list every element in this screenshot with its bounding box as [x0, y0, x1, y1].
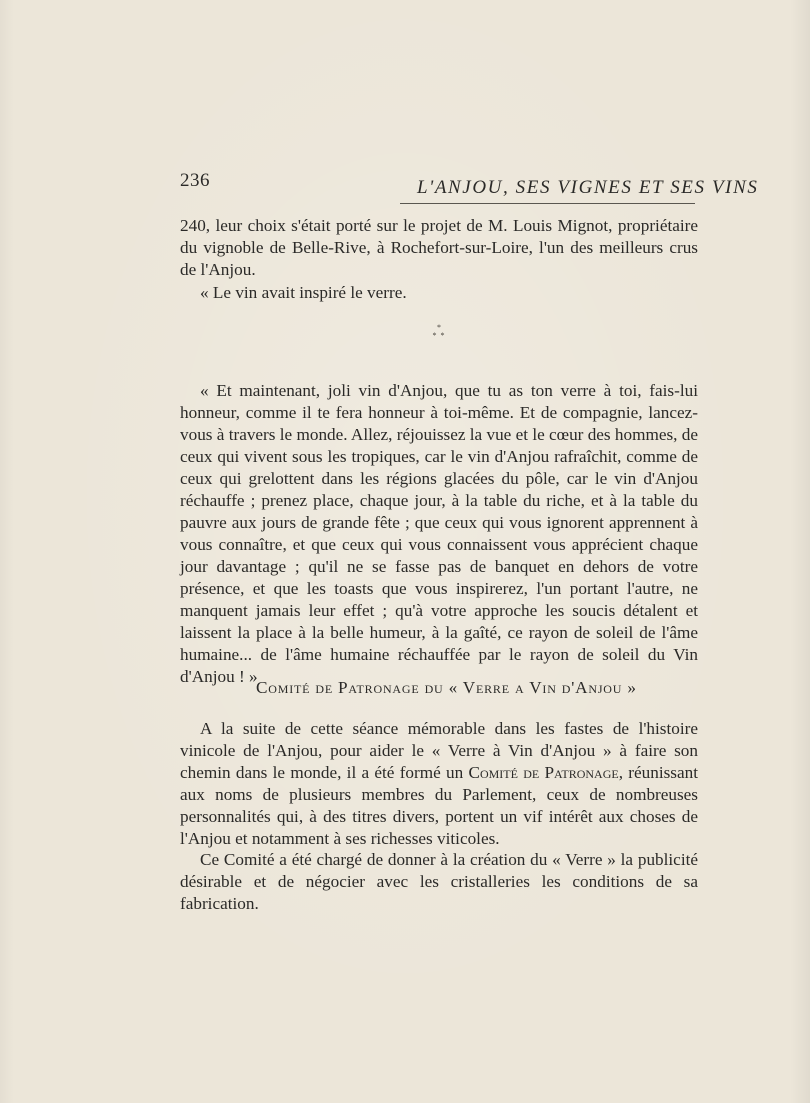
committee-name: Comité de Patronage [468, 763, 619, 782]
asterism-bottom: * * [432, 331, 446, 340]
intro-paragraph: 240, leur choix s'était porté sur le projet de M. Louis Mignot, propriétaire du vignoble de Belle-Rive, à Rochefort-sur-Loire, l'un des meilleurs crus de l'Anjou. [180, 216, 698, 279]
committee-paragraph [180, 718, 698, 850]
asterism-top: * [437, 323, 441, 332]
speech-paragraph: « Et maintenant, joli vin d'Anjou, que tu as ton verre à toi, fais-lui honneur, comme il te fera honneur à toi-même. Et de compagnie, lancez-vous à travers le monde. Allez, réjouissez la vue et le cœur des hommes, de ceux qui vivent sous les tropiques, car le vin d'Anjou rafraîchit, comme de ceux qui grelottent dans les régions glacées du pôle, car le vin d'Anjou réchauffe ; prenez place, chaque jour, à la table du riche, et à la table du pauvre aux jours de grande fête ; que ceux qui vous ignorent apprennent à vous connaître, et que ceux qui vous connaissent vous apprécient chaque jour davantage ; qu'il ne se fasse pas de banquet en dehors de votre présence, et que les toasts que vous inspirerez, l'un portant l'autre, ne manquent jamais leur effet ; qu'à votre approche les soucis détalent et laissent la place à la belle humeur, à la gaîté, ce rayon de soleil de l'âme humaine... de l'âme humaine réchauffée par le rayon de soleil du Vin d'Anjou ! » [180, 381, 698, 686]
asterism-icon [429, 324, 449, 346]
quote-line: « Le vin avait inspiré le verre. [200, 283, 407, 302]
header-rule [400, 203, 695, 204]
page-number: 236 [180, 170, 210, 191]
committee-paragraph-end: , réunissant aux noms de plusieurs membres du Parlement, ceux de nombreuses personnalités qui, à des titres divers, portent un vif intérêt aux choses de l'Anjou et notamment à ses richesses viticoles. [180, 763, 698, 848]
committee-paragraph-start: A la suite de cette séance mémorable dans les fastes de l'histoire vinicole de l'Anjou, pour aider le « Verre à Vin d'Anjou » à faire son chemin dans le monde, il a été formé un [180, 719, 698, 782]
section-title: Comité de Patronage du « Verre a Vin d'Anjou » [256, 678, 637, 697]
running-title: L'ANJOU, SES VIGNES ET SES VINS [417, 177, 759, 198]
publicity-paragraph: Ce Comité a été chargé de donner à la création du « Verre » la publicité désirable et de négocier avec les cristalleries les conditions de sa fabrication. [180, 850, 698, 913]
